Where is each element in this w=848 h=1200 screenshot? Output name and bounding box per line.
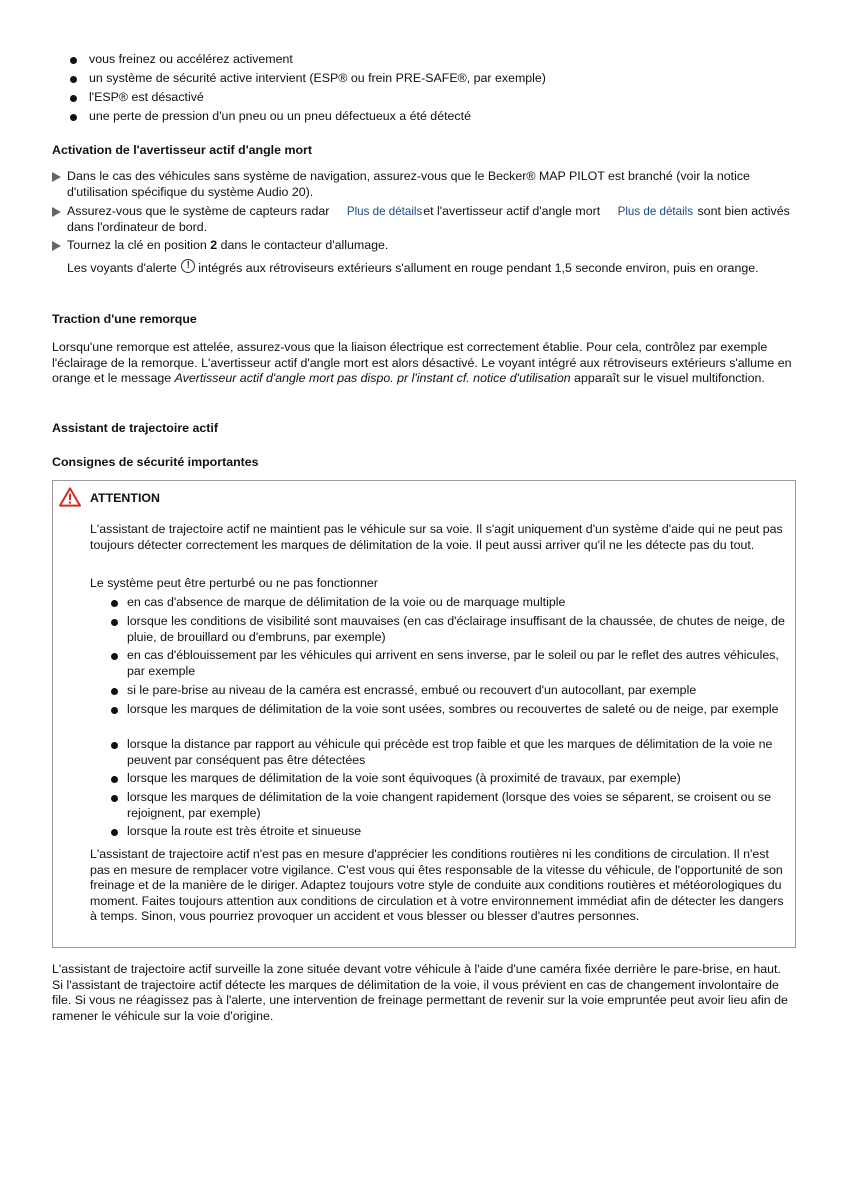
bullet-dot bbox=[111, 742, 118, 749]
result-text-part: intégrés aux rétroviseurs extérieurs s'allument en rouge pendant 1,5 seconde environ, puis en orange. bbox=[198, 261, 759, 275]
paragraph-part: apparaît sur le visuel multifonction. bbox=[570, 371, 765, 386]
key-position: 2 bbox=[210, 238, 218, 252]
instruction-text bbox=[67, 204, 792, 235]
list-item-text: si le pare-brise au niveau de la caméra est encrassé, embué ou recouvert d'un autocollant, par exemple bbox=[127, 683, 697, 697]
instruction-text-part: Tournez la clé en position bbox=[67, 238, 211, 252]
arrow-icon bbox=[52, 241, 61, 251]
list-item-text: lorsque les conditions de visibilité sont mauvaises (en cas d'éclairage insuffisant de la chaussée, de chutes de neige, de pluie, de brouillard ou d'embruns, par exemple) bbox=[127, 614, 785, 644]
warning-triangle-icon bbox=[59, 487, 81, 507]
instruction-text-part: sont bien activés dans l'ordinateur de bord. bbox=[67, 204, 790, 234]
instruction-text-part: et l'avertisseur actif d'angle mort bbox=[423, 204, 601, 218]
instruction-step bbox=[52, 238, 792, 254]
list-item-text: en cas d'absence de marque de délimitation de la voie ou de marquage multiple bbox=[127, 595, 566, 609]
list-item bbox=[111, 790, 791, 821]
list-item-text: lorsque les marques de délimitation de la voie sont usées, sombres ou recouvertes de saleté ou de neige, par exemple bbox=[127, 702, 779, 716]
list-item bbox=[111, 702, 791, 718]
section-heading-activation: Activation de l'avertisseur actif d'angle mort bbox=[52, 143, 312, 157]
list-item-text: une perte de pression d'un pneu ou un pneu défectueux a été détecté bbox=[89, 109, 471, 123]
list-item-text: lorsque les marques de délimitation de la voie sont équivoques (à proximité de travaux, par exemple) bbox=[127, 771, 681, 785]
bullet-dot bbox=[70, 95, 77, 102]
result-text bbox=[67, 258, 797, 277]
paragraph-lane-assist-description: L'assistant de trajectoire actif surveille la zone située devant votre véhicule à l'aide d'une caméra fixée derrière le pare-brise, en haut. Si l'assistant de trajectoire actif détecte les marques de délimitation de la voie, il vous prévient en cas de changement involontaire de file. Si vous ne réagissez pas à l'alerte, une intervention de freinage permettant de revenir sur la voie empruntée peut avoir lieu afin de ramener le véhicule sur la voie d'origine. bbox=[52, 962, 788, 1023]
bullet-dot bbox=[111, 600, 118, 607]
section-heading-lane-assist: Assistant de trajectoire actif bbox=[52, 421, 218, 435]
bullet-dot bbox=[111, 829, 118, 836]
instruction-text-part: Assurez-vous que le système de capteurs radar bbox=[67, 204, 330, 218]
details-link-blind-spot[interactable]: Plus de détails bbox=[617, 205, 694, 218]
list-item bbox=[111, 683, 791, 699]
warning-paragraph: Le système peut être perturbé ou ne pas fonctionner bbox=[90, 576, 378, 590]
warning-label: ATTENTION bbox=[90, 491, 160, 505]
bullet-dot bbox=[111, 795, 118, 802]
instruction-step bbox=[52, 204, 792, 235]
list-item bbox=[111, 771, 791, 787]
list-item bbox=[111, 614, 791, 645]
list-item bbox=[111, 737, 791, 768]
list-item-text: un système de sécurité active intervient (ESP® ou frein PRE-SAFE®, par exemple) bbox=[89, 71, 546, 85]
instruction-text-part: dans le contacteur d'allumage. bbox=[217, 238, 389, 252]
list-item bbox=[111, 648, 791, 679]
bullet-dot bbox=[70, 76, 77, 83]
list-item-text: l'ESP® est désactivé bbox=[89, 90, 204, 104]
paragraph-trailer bbox=[52, 340, 794, 387]
arrow-icon bbox=[52, 172, 61, 182]
arrow-icon bbox=[52, 207, 61, 217]
bullet-dot bbox=[70, 114, 77, 121]
warning-paragraph: L'assistant de trajectoire actif n'est pas en mesure d'apprécier les conditions routières ni les conditions de circulation. Il n'est pas en mesure de remplacer votre vigilance. C'est vous qui êtes responsable de la vitesse du véhicule, de l'opportunité de son freinage et de la manière de le diriger. Adaptez toujours votre style de conduite aux conditions routières et météorologiques du moment. Faites toujours attention aux conditions de circulation et à votre environnement immédiat afin de détecter les dangers à temps. Sinon, vous pourriez provoquer un accident et vous blesser ou blesser d'autres personnes. bbox=[90, 847, 784, 924]
list-item-text: lorsque les marques de délimitation de la voie changent rapidement (lorsque des voies se séparent, se croisent ou se rejoignent, par exemple) bbox=[127, 790, 771, 820]
list-item-text: en cas d'éblouissement par les véhicules qui arrivent en sens inverse, par le soleil ou par le reflet des autres véhicules, par exemple bbox=[127, 648, 779, 678]
bullet-dot bbox=[111, 653, 118, 660]
bullet-dot bbox=[111, 776, 118, 783]
bullet-dot bbox=[70, 57, 77, 64]
list-item-text: lorsque la route est très étroite et sinueuse bbox=[127, 824, 362, 838]
details-link-radar[interactable]: Plus de détails bbox=[346, 205, 423, 218]
warning-lamp-icon bbox=[181, 259, 195, 273]
paragraph-part: Lorsqu'une remorque est attelée, assurez-vous que la liaison électrique est correctement établie. Pour cela, contrôlez par exemple l'éclairage de la remorque. L'avertisseur actif d'angle mort est alors désactivé. Le voyant intégré aux rétroviseurs extérieurs s'allume en orange et le message bbox=[52, 340, 792, 386]
section-heading-trailer: Traction d'une remorque bbox=[52, 312, 197, 326]
bullet-dot bbox=[111, 619, 118, 626]
bullet-dot bbox=[111, 707, 118, 714]
section-heading-safety: Consignes de sécurité importantes bbox=[52, 455, 259, 469]
warning-box bbox=[52, 480, 796, 948]
instruction-step bbox=[52, 169, 792, 200]
result-text-part: Les voyants d'alerte bbox=[67, 261, 177, 275]
list-item-text: vous freinez ou accélérez activement bbox=[89, 52, 293, 66]
list-item bbox=[111, 595, 791, 611]
list-item-text: lorsque la distance par rapport au véhicule qui précède est trop faible et que les marques de délimitation de la voie ne peuvent par conséquent pas être détectées bbox=[127, 737, 773, 767]
warning-paragraph: L'assistant de trajectoire actif ne maintient pas le véhicule sur sa voie. Il s'agit uniquement d'un système d'aide qui ne peut pas toujours détecter correctement les marques de délimitation de la voie. Il peut aussi arriver qu'il ne les détecte pas du tout. bbox=[90, 522, 783, 552]
instruction-text: Dans le cas des véhicules sans système de navigation, assurez-vous que le Becker® MAP PILOT est branché (voir la notice d'utilisation spécifique du système Audio 20). bbox=[67, 169, 750, 199]
list-item bbox=[111, 824, 791, 840]
bullet-dot bbox=[111, 688, 118, 695]
display-message: Avertisseur actif d'angle mort pas dispo. pr l'instant cf. notice d'utilisation bbox=[174, 371, 571, 386]
instruction-text bbox=[67, 238, 792, 254]
